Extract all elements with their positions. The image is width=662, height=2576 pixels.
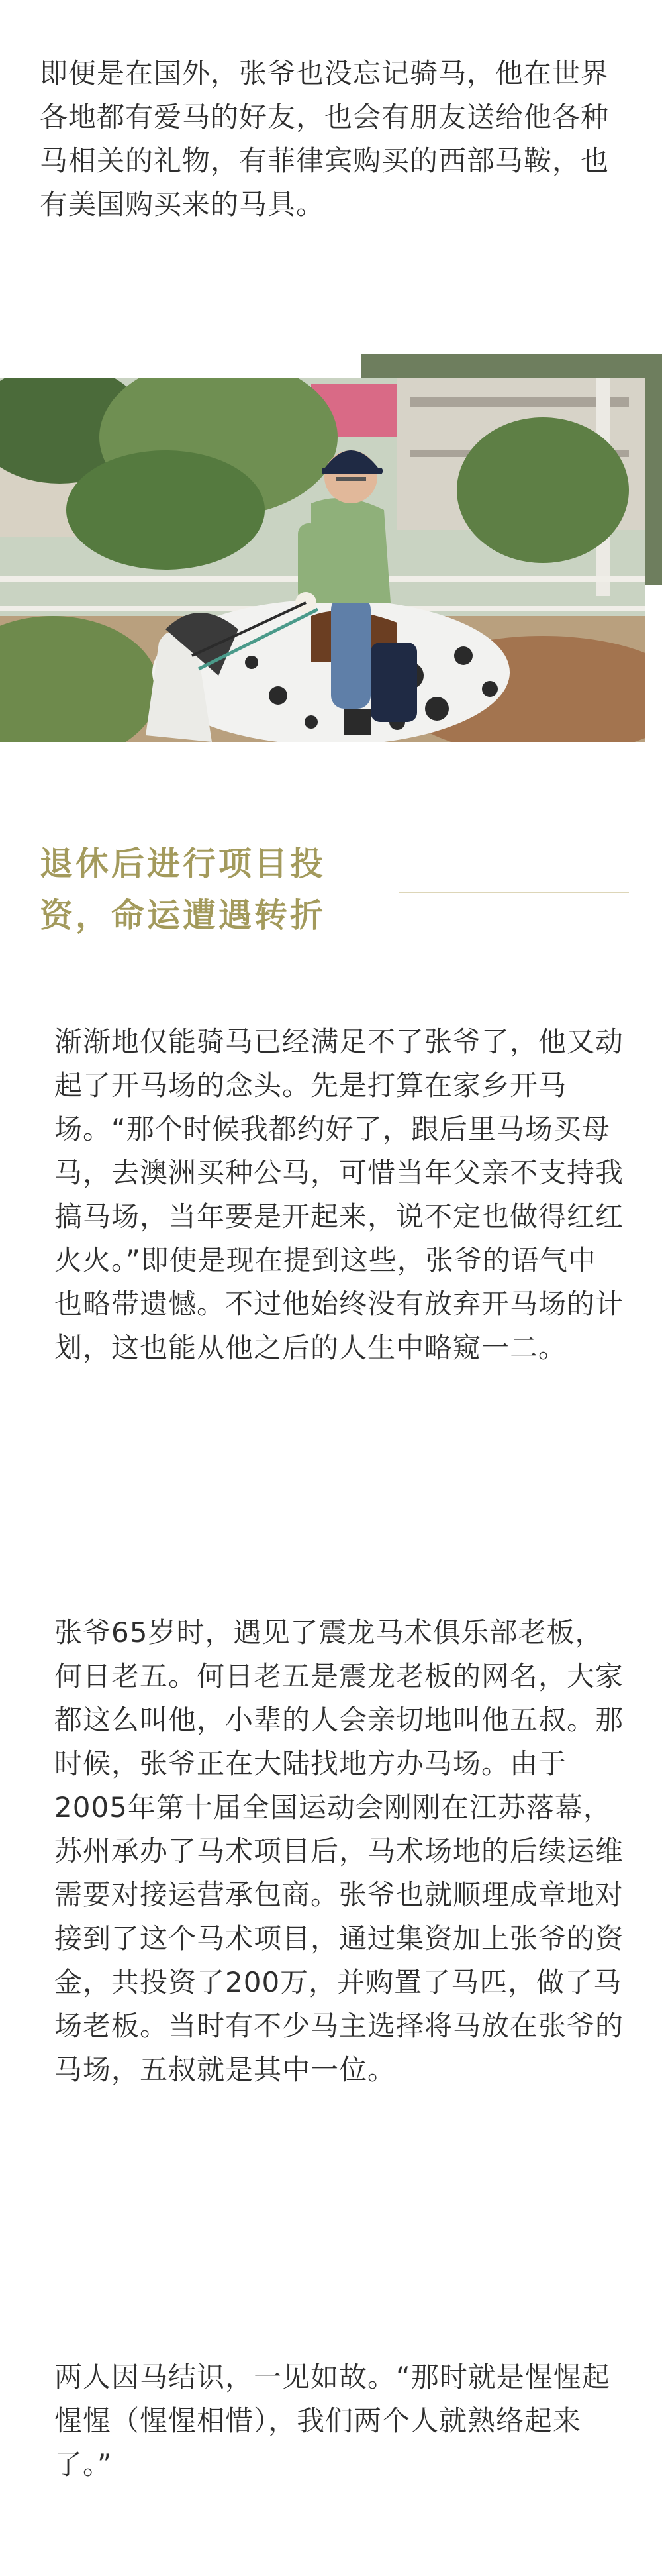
paragraph-abroad-riding: 即便是在国外，张爷也没忘记骑马，他在世界各地都有爱马的好友，也会有朋友送给他各种马相关的礼物，有菲律宾购买的西部马鞍，也有美国购买来的马具。 (40, 57, 610, 221)
paragraph-meeting-wushu: 张爷65岁时，遇见了震龙马术俱乐部老板，何日老五。何日老五是震龙老板的网名，大家都这么叫他，小辈的人会亲切地叫他五叔。那时候，张爷正在大陆找地方办马场。由于2005年第十届全国运动会刚刚在江苏落幕，苏州承办了马术项目后，马术场地的后续运维需要对接运营承包商。张爷也就顺理成章地对接到了这个马术项目，通过集资加上张爷的资金，共投资了200万，并购置了马匹，做了马场老板。当时有不少马主选择将马放在张爷的马场，五叔就是其中一位。 (54, 1616, 624, 2086)
section-heading-line-1: 退休后进行项目投 (40, 844, 326, 883)
photo-rider-on-horse (0, 378, 645, 742)
paragraph-friendship: 两人因马结识，一见如故。“那时就是惺惺起惺惺（惺惺相惜），我们两个人就熟络起来了。” (54, 2361, 610, 2481)
paragraph-horse-farm-plan: 渐渐地仅能骑马已经满足不了张爷了，他又动起了开马场的念头。先是打算在家乡开马场。“那个时候我都约好了，跟后里马场买母马，去澳洲买种公马，可惜当年父亲不支持我搞马场，当年要是开起来，说不定也做得红红火火。”即使是现在提到这些，张爷的语气中也略带遗憾。不过他始终没有放弃开马场的计划，这也能从他之后的人生中略窥一二。 (54, 1025, 624, 1364)
section-heading (40, 838, 384, 941)
section-heading-line-2: 资，命运遭遇转折 (40, 896, 326, 935)
heading-divider (399, 892, 629, 893)
